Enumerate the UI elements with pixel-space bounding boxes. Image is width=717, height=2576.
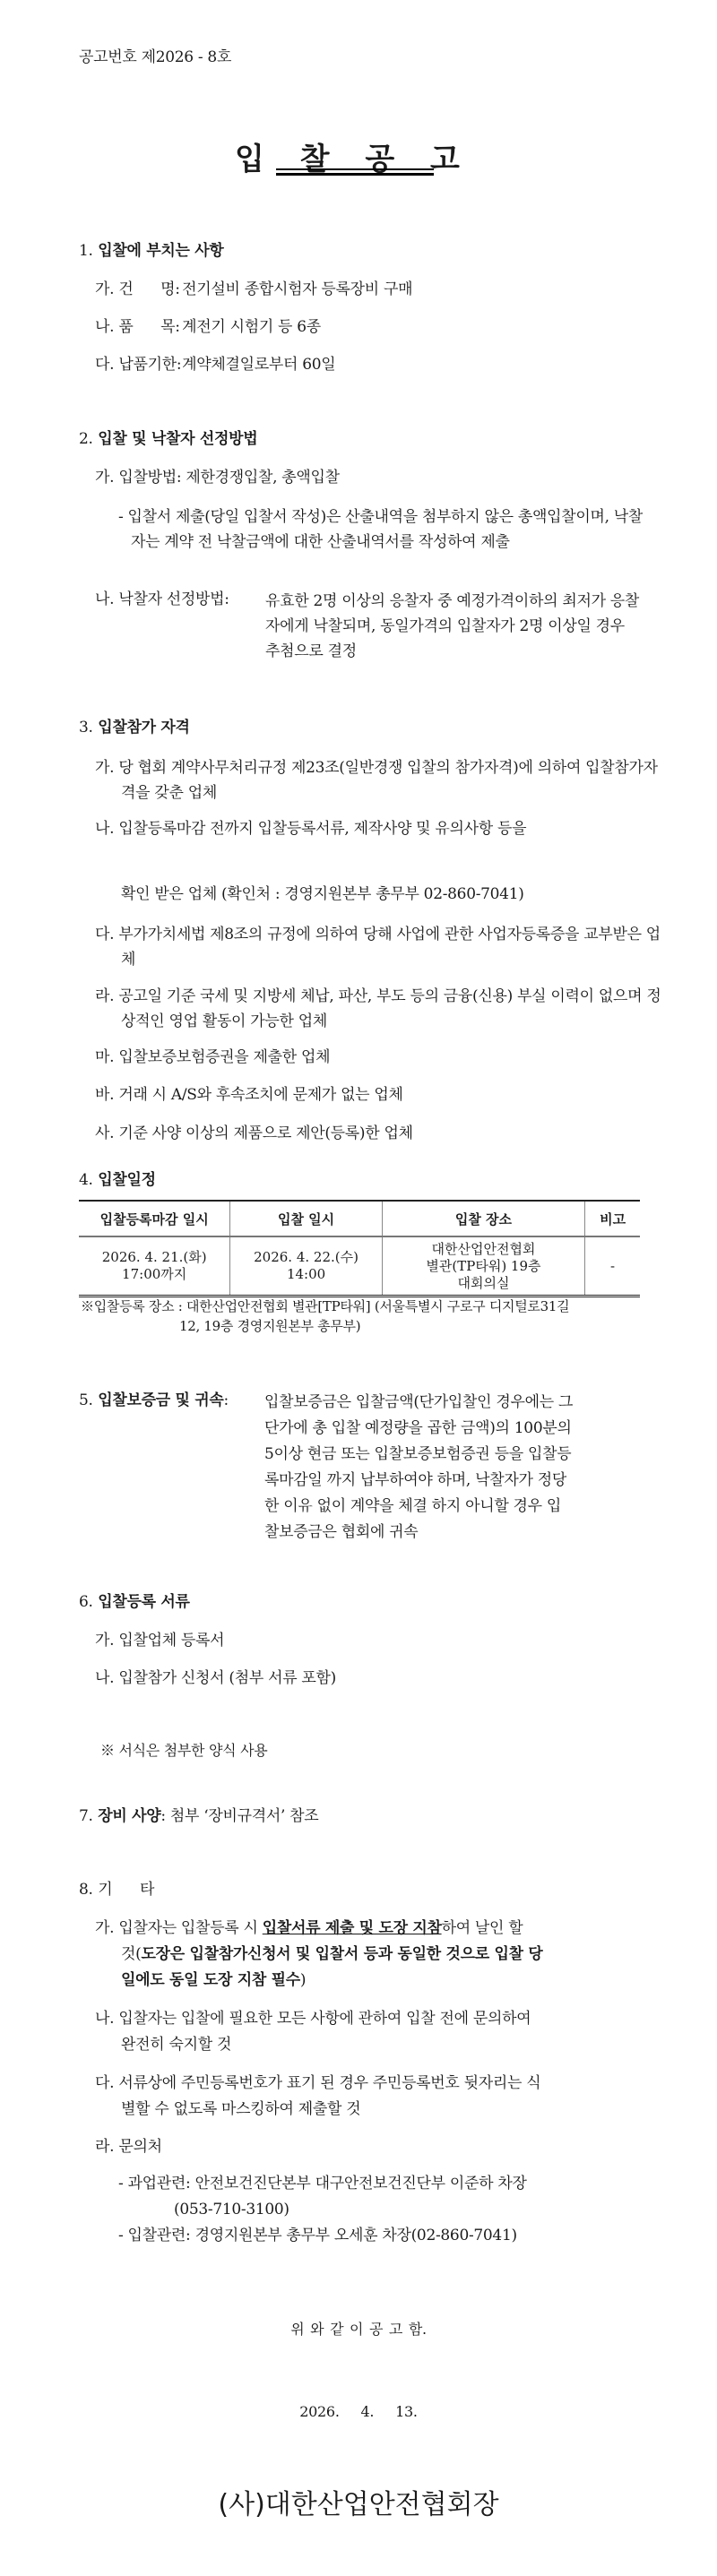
section-3-heading: 3. 입찰참가 자격 [79, 719, 190, 737]
s3-item-ma: 마. 입찰보증보험증권을 제출한 업체 [95, 1048, 331, 1066]
s3-item-ga: 가. 당 협회 계약사무처리규정 제23조(일반경쟁 입찰의 참가자격)에 의하여 입찰참가자격을 갖춘 업체 [95, 759, 658, 802]
section-4-heading: 4. 입찰일정 [79, 1171, 156, 1189]
closing-date: 2026. 4. 13. [299, 2403, 418, 2420]
closing-statement: 위 와 같 이 공 고 함. [290, 2321, 427, 2338]
schedule-table-header [79, 1201, 640, 1236]
s8-contact-task: - 과업관련: 안전보건진단본부 대구안전보건진단부 이준하 차장 [118, 2175, 527, 2193]
s3-item-sa: 사. 기준 사양 이상의 제품으로 제안(등록)한 업체 [95, 1124, 413, 1142]
cell-deadline: 2026. 4. 21.(화) 17:00까지 [101, 1249, 207, 1282]
s8-item-ga-line1: 가. 입찰자는 입찰등록 시 입찰서류 제출 및 도장 지참하여 날인 할 [95, 1919, 523, 1937]
section-6-heading: 6. 입찰등록 서류 [79, 1593, 190, 1611]
issuing-organization: (사)대한산업안전협회장 [218, 2489, 499, 2520]
s3-item-ra: 라. 공고일 기준 국세 및 지방세 체납, 파산, 부도 등의 금융(신용) 부실 이력이 없으며 정상적인 영업 활동이 가능한 업체 [95, 987, 661, 1030]
s2-selection-label: 나. 낙찰자 선정방법: [95, 590, 229, 608]
col-header-bid-datetime: 입찰 일시 [230, 1201, 382, 1236]
s6-item-ga: 가. 입찰업체 등록서 [95, 1632, 225, 1650]
s2-bid-method: 가. 입찰방법: 제한경쟁입찰, 총액입찰 [95, 469, 340, 487]
s1-item-product: 나. 품 목: 계전기 시험기 등 6종 [95, 318, 321, 336]
page-title: 입 찰 공 고 [235, 142, 472, 177]
section-1-heading: 1. 입찰에 부치는 사항 [79, 242, 224, 260]
schedule-table [79, 1200, 640, 1297]
s8-item-ra: 라. 문의처 [95, 2138, 162, 2156]
s8-contact-bid: - 입찰관련: 경영지원본부 총무부 오세훈 차장(02-860-7041) [118, 2227, 517, 2244]
section-5-heading: 5. 입찰보증금 및 귀속: [79, 1391, 229, 1409]
s8-item-da-line1: 다. 서류상에 주민등록번호가 표기 된 경우 주민등록번호 뒷자리는 식 [95, 2074, 541, 2092]
cell-bid-place: 대한산업안전협회 별관(TP타워) 19층 대회의실 [382, 1236, 584, 1297]
s5-body: 입찰보증금은 입찰금액(단가입찰인 경우에는 그 단가에 총 입찰 예정량을 곱한 금액)의 100분의 5이상 현금 또는 입찰보증보험증권 등을 입찰등 록마감일 까지 납부하여야 하며, 낙찰자가 정당 한 이유 없이 계약을 체결 하지 아니할 경우 입 찰보증금은 협회에 귀속 [264, 1393, 574, 1541]
title-double-underline [276, 173, 434, 176]
table-row [79, 1236, 640, 1297]
s3-item-da: 다. 부가가치세법 제8조의 규정에 의하여 당해 사업에 관한 사업자등록증을 교부받은 업체 [95, 926, 661, 969]
s8-item-na-line2: 완전히 숙지할 것 [121, 2036, 232, 2054]
s4-footnote-line2: 12, 19층 경영지원본부 총무부) [179, 1318, 361, 1334]
section-2-heading: 2. 입찰 및 낙찰자 선정방법 [79, 430, 258, 448]
s3-item-na-cont: 확인 받은 업체 (확인처 : 경영지원본부 총무부 02-860-7041) [121, 885, 524, 903]
s6-note: ※ 서식은 첨부한 양식 사용 [100, 1742, 268, 1759]
cell-note: - [585, 1236, 640, 1297]
s6-item-na: 나. 입찰참가 신청서 (첨부 서류 포함) [95, 1669, 336, 1687]
s8-contact-task-phone: (053-710-3100) [174, 2201, 289, 2218]
section-8-heading: 8. 기 타 [79, 1881, 155, 1899]
s8-item-na-line1: 나. 입찰자는 입찰에 필요한 모든 사항에 관하여 입찰 전에 문의하여 [95, 2010, 531, 2028]
col-header-note: 비고 [585, 1201, 640, 1236]
title-underline [276, 168, 434, 170]
s8-item-ga-line3: 일에도 동일 도장 지참 필수) [121, 1971, 307, 1989]
s3-item-ba: 바. 거래 시 A/S와 후속조치에 문제가 없는 업체 [95, 1086, 403, 1104]
s2-selection-value: 유효한 2명 이상의 응찰자 중 예정가격이하의 최저가 응찰자에게 낙찰되며, 동일가격의 입찰자가 2명 이상일 경우 추첨으로 결정 [265, 592, 640, 660]
s3-item-na: 나. 입찰등록마감 전까지 입찰등록서류, 제작사양 및 유의사항 등을 [95, 820, 527, 838]
notice-number: 공고번호 제2026 - 8호 [79, 48, 232, 66]
s1-item-name: 가. 건 명: 전기설비 종합시험자 등록장비 구매 [95, 280, 413, 298]
col-header-bid-place: 입찰 장소 [382, 1201, 584, 1236]
s2-bid-method-note: - 입찰서 제출(당일 입찰서 작성)은 산출내역을 첨부하지 않은 총액입찰이며, 낙찰자는 계약 전 낙찰금액에 대한 산출내역서를 작성하여 제출 [118, 508, 644, 551]
s8-item-da-line2: 별할 수 없도록 마스킹하여 제출할 것 [121, 2100, 361, 2118]
s4-footnote-line1: ※입찰등록 장소 : 대한산업안전협회 별관[TP타워] (서울특별시 구로구 디지털로31길 [81, 1298, 570, 1314]
cell-bid-datetime: 2026. 4. 22.(수) 14:00 [230, 1236, 382, 1297]
s1-item-deadline: 다. 납품기한: 계약체결일로부터 60일 [95, 356, 336, 374]
s8-item-ga-line2: 것(도장은 입찰참가신청서 및 입찰서 등과 동일한 것으로 입찰 당 [121, 1945, 543, 1963]
col-header-deadline: 입찰등록마감 일시 [79, 1201, 230, 1236]
section-7-heading: 7. 장비 사양: 첨부 ‘장비규격서’ 참조 [79, 1807, 319, 1825]
